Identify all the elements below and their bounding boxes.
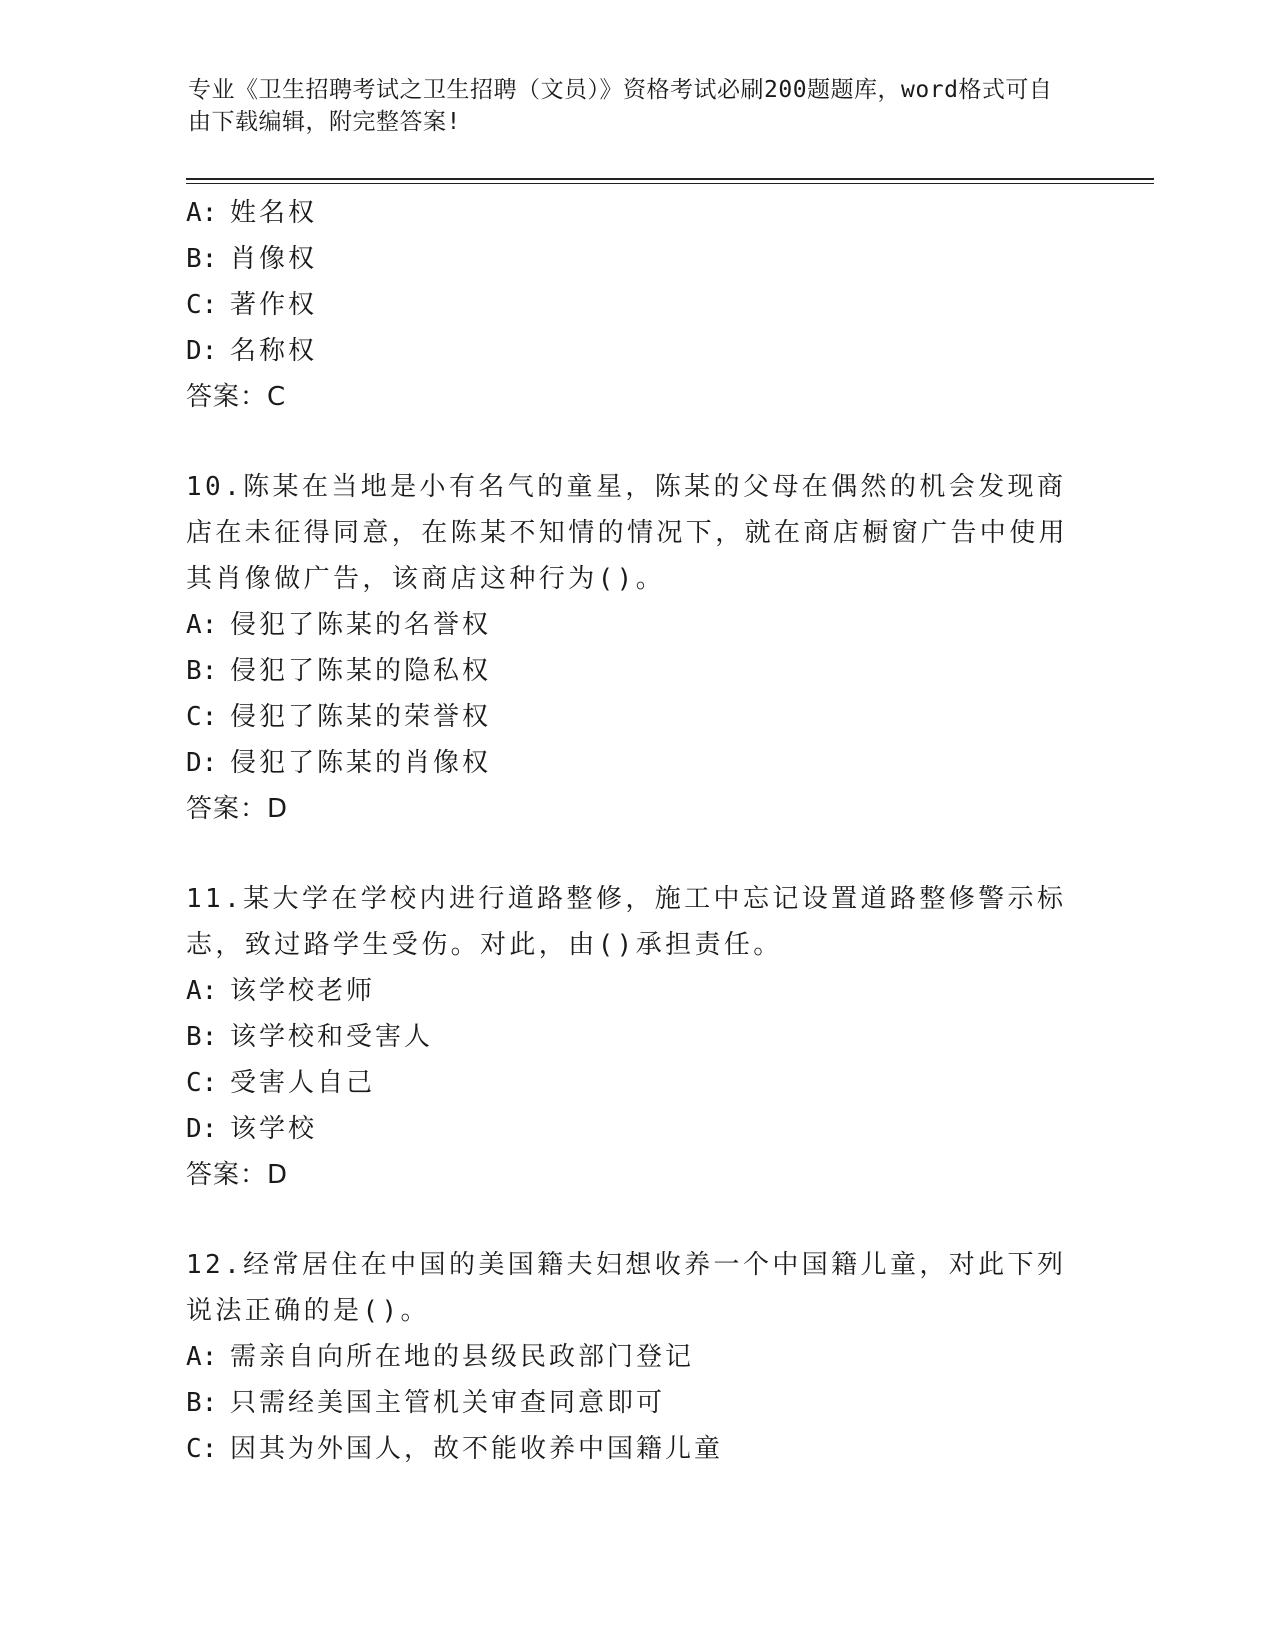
option-c: C: 著作权 (186, 290, 318, 320)
question-stem: 11.某大学在学校内进行道路整修，施工中忘记设置道路整修警示标志，致过路学生受伤。对此，由()承担责任。 (186, 884, 1067, 960)
question-block-9 (186, 190, 1086, 420)
option-b: B: 肖像权 (186, 244, 318, 274)
option-c: C: 受害人自己 (186, 1068, 376, 1098)
document-header: 专业《卫生招聘考试之卫生招聘（文员）》资格考试必刷200题题库，word格式可自由下载编辑，附完整答案! (188, 77, 1053, 135)
option-b: B: 该学校和受害人 (186, 1022, 434, 1052)
option-a: A: 需亲自向所在地的县级民政部门登记 (186, 1342, 695, 1372)
question-stem: 10.陈某在当地是小有名气的童星，陈某的父母在偶然的机会发现商店在未征得同意，在陈某不知情的情况下，就在商店橱窗广告中使用其肖像做广告，该商店这种行为()。 (186, 472, 1069, 594)
option-b: B: 只需经美国主管机关审查同意即可 (186, 1388, 666, 1418)
answer-line: 答案：C (186, 382, 287, 412)
answer-line: 答案：D (186, 794, 289, 824)
option-d: D: 该学校 (186, 1114, 318, 1144)
answer-line: 答案：D (186, 1160, 289, 1190)
header-rule-thick (186, 178, 1154, 180)
question-stem: 12.经常居住在中国的美国籍夫妇想收养一个中国籍儿童，对此下列说法正确的是()。 (186, 1250, 1067, 1326)
option-c: C: 因其为外国人，故不能收养中国籍儿童 (186, 1434, 724, 1464)
header-rule-thin (186, 183, 1154, 184)
question-block-11 (186, 876, 1086, 1198)
option-a: A: 姓名权 (186, 198, 318, 228)
option-a: A: 该学校老师 (186, 976, 376, 1006)
question-block-12 (186, 1242, 1086, 1472)
option-a: A: 侵犯了陈某的名誉权 (186, 610, 492, 640)
option-d: D: 侵犯了陈某的肖像权 (186, 748, 492, 778)
question-list (186, 190, 1086, 1472)
question-block-10 (186, 464, 1086, 832)
option-b: B: 侵犯了陈某的隐私权 (186, 656, 492, 686)
option-c: C: 侵犯了陈某的荣誉权 (186, 702, 492, 732)
option-d: D: 名称权 (186, 336, 318, 366)
